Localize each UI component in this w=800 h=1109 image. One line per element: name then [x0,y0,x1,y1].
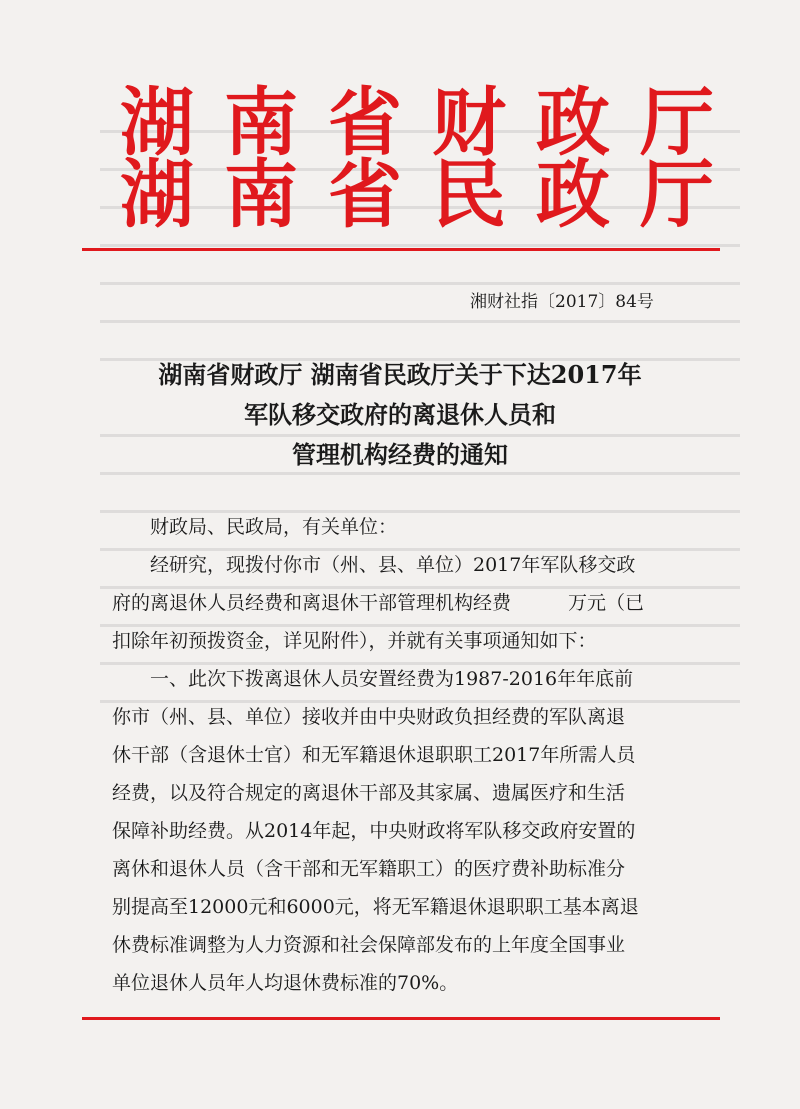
document-title-line-1: 湖南省财政厅 湖南省民政厅关于下达2017年 [158,360,642,389]
document-number: 湘财社指〔2017〕84号 [470,292,654,312]
body-line: 经研究，现拨付你市（州、县、单位）2017年军队移交政 [112,554,636,576]
body-line: 一、此次下拨离退休人员安置经费为1987-2016年年底前 [112,668,634,690]
header-red-rule [82,248,720,251]
issuer-header-finance: 湖南省财政厅 [120,80,744,166]
body-line: 休干部（含退休士官）和无军籍退休退职职工2017年所需人员 [112,744,636,766]
document-title-line-2: 军队移交政府的离退休人员和 [244,400,556,429]
body-line: 经费，以及符合规定的离退休干部及其家属、遗属医疗和生活 [112,782,626,804]
footer-red-rule [82,1017,720,1020]
document-title-line-3: 管理机构经费的通知 [292,440,508,469]
body-line: 单位退休人员年人均退休费标准的70%。 [112,972,459,994]
body-line: 别提高至12000元和6000元，将无军籍退休退职职工基本离退 [112,896,639,918]
body-line: 你市（州、县、单位）接收并由中央财政负担经费的军队离退 [112,706,626,728]
body-line: 离休和退休人员（含干部和无军籍职工）的医疗费补助标准分 [112,858,626,880]
addressee-line: 财政局、民政局，有关单位： [150,516,398,538]
body-line: 休费标准调整为人力资源和社会保障部发布的上年度全国事业 [112,934,626,956]
issuer-header-civil-affairs: 湖南省民政厅 [120,152,744,238]
body-line: 保障补助经费。从2014年起，中央财政将军队移交政府安置的 [112,820,636,842]
body-line: 府的离退休人员经费和离退休干部管理机构经费 万元（已 [112,592,645,614]
body-line: 扣除年初预拨资金，详见附件），并就有关事项通知如下： [112,630,597,652]
